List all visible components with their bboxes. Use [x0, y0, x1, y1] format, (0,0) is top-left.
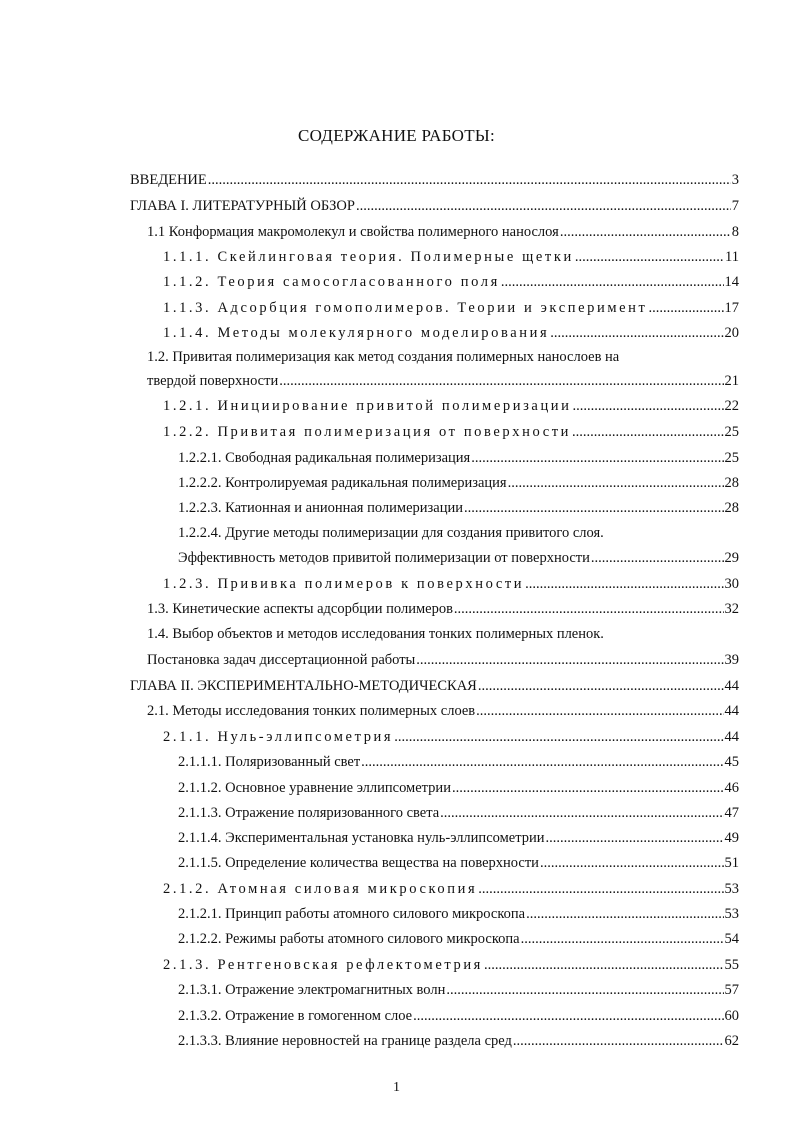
toc-page-number: 51 — [724, 855, 739, 871]
dot-leader — [464, 497, 724, 519]
dot-leader — [526, 903, 723, 925]
dot-leader — [591, 547, 724, 569]
dot-leader — [648, 297, 723, 319]
toc-entry-text: 1.2.2. Привитая полимеризация от поверхности — [163, 424, 572, 440]
toc-entry-text: твердой поверхности — [147, 373, 279, 389]
dot-leader — [508, 472, 724, 494]
toc-entry[interactable] — [130, 169, 739, 191]
toc-entry-text: 2.1.1.5. Определение количества вещества на поверхности — [178, 855, 539, 871]
toc-entry-text: 1.3. Кинетические аспекты адсорбции полимеров — [147, 601, 453, 617]
toc-entry-text: 2.1.3.1. Отражение электромагнитных волн — [178, 982, 446, 998]
toc-page-number: 44 — [724, 729, 739, 745]
dot-leader — [416, 649, 723, 671]
dot-leader — [478, 675, 724, 697]
toc-page-number: 47 — [724, 805, 739, 821]
dot-leader — [550, 322, 723, 344]
toc-entry[interactable] — [147, 649, 739, 671]
toc-page-number: 20 — [724, 325, 739, 341]
toc-entry[interactable] — [178, 472, 739, 494]
dot-leader — [279, 370, 723, 392]
toc-page-number: 46 — [724, 780, 739, 796]
toc-page-number: 28 — [724, 500, 739, 516]
toc-entry[interactable] — [163, 954, 739, 976]
toc-entry[interactable] — [178, 1030, 739, 1052]
toc-entry[interactable] — [163, 271, 739, 293]
toc-page-number: 8 — [731, 224, 739, 240]
toc-entry-text: 1.1.4. Методы молекулярного моделирования — [163, 325, 550, 341]
toc-entry-text: 2.1.2.2. Режимы работы атомного силового микроскопа — [178, 931, 520, 947]
toc-entry[interactable] — [178, 751, 739, 773]
dot-leader — [513, 1030, 724, 1052]
toc-page-number: 14 — [724, 274, 739, 290]
toc-entry[interactable] — [178, 777, 739, 799]
toc-entry-text: 2.1.1.3. Отражение поляризованного света — [178, 805, 440, 821]
toc-page-number: 60 — [724, 1008, 739, 1024]
toc-entry-text: 1.2.2.2. Контролируемая радикальная полимеризация — [178, 475, 507, 491]
toc-page-number: 32 — [724, 601, 739, 617]
toc-page-number: 3 — [731, 172, 739, 188]
dot-leader — [361, 751, 723, 773]
toc-entry-text: 2.1.1. Нуль-эллипсометрия — [163, 729, 394, 745]
toc-entry[interactable] — [163, 878, 739, 900]
toc-entry[interactable] — [147, 221, 739, 243]
toc-entry[interactable] — [178, 447, 739, 469]
toc-entry-first-line: 1.2.2.4. Другие методы полимеризации для создания привитого слоя. — [178, 525, 604, 541]
toc-entry[interactable] — [178, 802, 739, 824]
toc-page-number: 25 — [724, 450, 739, 466]
toc-entry[interactable] — [178, 547, 739, 569]
toc-entry[interactable] — [163, 297, 739, 319]
toc-page-number: 17 — [724, 300, 739, 316]
toc-entry[interactable] — [147, 370, 739, 392]
toc-page-number: 62 — [724, 1033, 739, 1049]
toc-entry[interactable] — [178, 928, 739, 950]
toc-entry-text: 1.2.2.1. Свободная радикальная полимеризация — [178, 450, 471, 466]
toc-entry-text: Постановка задач диссертационной работы — [147, 652, 416, 668]
dot-leader — [413, 1005, 723, 1027]
toc-page-number: 30 — [724, 576, 739, 592]
toc-page-number: 44 — [724, 678, 739, 694]
toc-entry-text: 1.2.1. Инициирование привитой полимеризации — [163, 398, 572, 414]
toc-entry[interactable] — [178, 979, 739, 1001]
toc-page-number: 53 — [724, 881, 739, 897]
toc-page-number: 39 — [724, 652, 739, 668]
toc-entry-text: 2.1.3.3. Влияние неровностей на границе раздела сред — [178, 1033, 512, 1049]
toc-page-number: 45 — [724, 754, 739, 770]
toc-entry-text: 1.1.1. Скейлинговая теория. Полимерные щетки — [163, 249, 574, 265]
toc-entry[interactable] — [178, 1005, 739, 1027]
toc-entry[interactable] — [163, 246, 739, 268]
toc-entry[interactable] — [163, 421, 739, 443]
toc-entry-text: Эффективность методов привитой полимеризации от поверхности — [178, 550, 590, 566]
page-title: СОДЕРЖАНИЕ РАБОТЫ: — [297, 126, 496, 145]
toc-page-number: 29 — [724, 550, 739, 566]
toc-entry[interactable] — [130, 195, 739, 217]
toc-page-number: 21 — [724, 373, 739, 389]
dot-leader — [440, 802, 723, 824]
dot-leader — [484, 954, 724, 976]
dot-leader — [573, 395, 724, 417]
dot-leader — [575, 246, 724, 268]
toc-page-number: 49 — [724, 830, 739, 846]
dot-leader — [521, 928, 724, 950]
toc-entry[interactable] — [147, 700, 739, 722]
toc-entry-text: 2.1.1.1. Поляризованный свет — [178, 754, 361, 770]
toc-entry-text: 2.1.1.2. Основное уравнение эллипсометрии — [178, 780, 451, 796]
dot-leader — [501, 271, 724, 293]
toc-entry[interactable] — [163, 395, 739, 417]
toc-entry-text: 2.1.3. Рентгеновская рефлектометрия — [163, 957, 483, 973]
toc-page-number: 28 — [724, 475, 739, 491]
toc-entry-text: 1.2.2.3. Катионная и анионная полимеризации — [178, 500, 463, 516]
toc-entry[interactable] — [178, 903, 739, 925]
toc-page-number: 11 — [725, 249, 739, 265]
toc-entry[interactable] — [178, 827, 739, 849]
page-number: 1 — [393, 1080, 400, 1095]
toc-entry[interactable] — [163, 322, 739, 344]
toc-entry[interactable] — [147, 598, 739, 620]
toc-entry-text: 1.1.2. Теория самосогласованного поля — [163, 274, 500, 290]
toc-entry-text: 1.2.3. Прививка полимеров к поверхности — [163, 576, 525, 592]
toc-page-number: 25 — [724, 424, 739, 440]
dot-leader — [452, 777, 724, 799]
toc-entry-text: 2.1.2.1. Принцип работы атомного силового микроскопа — [178, 906, 526, 922]
dot-leader — [476, 700, 723, 722]
toc-page-number: 54 — [724, 931, 739, 947]
toc-page-number: 44 — [724, 703, 739, 719]
toc-entry[interactable] — [178, 497, 739, 519]
toc-entry-text: 1.1.3. Адсорбция гомополимеров. Теории и эксперимент — [163, 300, 648, 316]
dot-leader — [394, 726, 723, 748]
toc-entry-text: ВВЕДЕНИЕ — [130, 172, 207, 188]
dot-leader — [454, 598, 724, 620]
dot-leader — [356, 195, 731, 217]
toc-entry-text: ГЛАВА I. ЛИТЕРАТУРНЫЙ ОБЗОР — [130, 198, 355, 214]
dot-leader — [546, 827, 724, 849]
toc-page-number: 55 — [724, 957, 739, 973]
toc-entry-text: ГЛАВА II. ЭКСПЕРИМЕНТАЛЬНО-МЕТОДИЧЕСКАЯ — [130, 678, 477, 694]
dot-leader — [471, 447, 723, 469]
toc-page-number: 7 — [731, 198, 739, 214]
toc-entry[interactable] — [163, 726, 739, 748]
toc-page-number: 57 — [724, 982, 739, 998]
dot-leader — [525, 573, 723, 595]
dot-leader — [572, 421, 723, 443]
toc-entry-text: 2.1.1.4. Экспериментальная установка нуль-эллипсометрии — [178, 830, 545, 846]
dot-leader — [560, 221, 731, 243]
toc-entry-text: 2.1.2. Атомная силовая микроскопия — [163, 881, 478, 897]
dot-leader — [446, 979, 723, 1001]
dot-leader — [478, 878, 723, 900]
toc-page-number: 53 — [724, 906, 739, 922]
toc-entry[interactable] — [178, 852, 739, 874]
dot-leader — [208, 169, 731, 191]
toc-entry-text: 2.1.3.2. Отражение в гомогенном слое — [178, 1008, 413, 1024]
toc-entry[interactable] — [130, 675, 739, 697]
toc-entry[interactable] — [163, 573, 739, 595]
dot-leader — [540, 852, 724, 874]
toc-entry-text: 1.1 Конформация макромолекул и свойства полимерного нанослоя — [147, 224, 559, 240]
toc-entry-first-line: 1.2. Привитая полимеризация как метод создания полимерных нанослоев на — [147, 349, 620, 365]
toc-entry-first-line: 1.4. Выбор объектов и методов исследования тонких полимерных пленок. — [147, 626, 604, 642]
toc-entry-text: 2.1. Методы исследования тонких полимерных слоев — [147, 703, 476, 719]
toc-page-number: 22 — [724, 398, 739, 414]
